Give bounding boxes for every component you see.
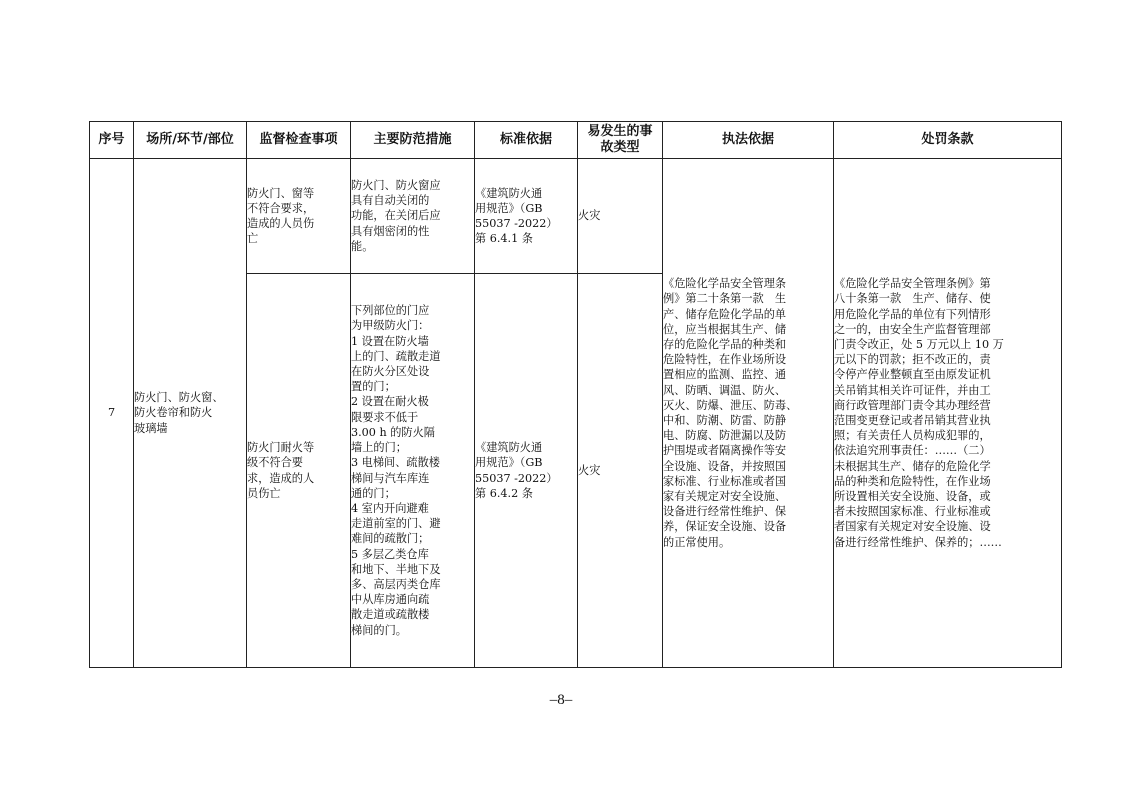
cell-accident: 火灾 [578, 159, 663, 274]
header-seq: 序号 [90, 122, 134, 159]
table-row [90, 159, 1062, 274]
cell-standard: 《建筑防火通 用规范》（GB 55037 -2022） 第 6.4.1 条 [475, 159, 578, 274]
cell-item: 防火门耐火等 级不符合要 求，造成的人 员伤亡 [247, 274, 351, 668]
cell-measure: 下列部位的门应 为甲级防火门： 1 设置在防火墙 上的门、疏散走道 在防火分区处设 置的门； 2 设置在耐火极 限要求不低于 3.00 h 的防火隔 墙上的门； 3 电梯间、疏散楼 梯间与汽车库连 通的门； 4 室内开向避难 走道前室的门、避 难间的疏散门； 5 多层乙类仓库 和地下、半地下及 多、高层丙类仓库 中从库房通向疏 散走道或疏散楼 梯间的门。 [351, 274, 475, 668]
page-number: –8– [549, 692, 573, 708]
cell-standard: 《建筑防火通 用规范》（GB 55037 -2022） 第 6.4.2 条 [475, 274, 578, 668]
header-item: 监督检查事项 [247, 122, 351, 159]
header-law: 执法依据 [663, 122, 834, 159]
header-place: 场所/环节/部位 [134, 122, 247, 159]
cell-measure: 防火门、防火窗应 具有自动关闭的 功能，在关闭后应 具有烟密闭的性 能。 [351, 159, 475, 274]
header-accident: 易发生的事故类型 [578, 122, 663, 159]
cell-penalty: 《危险化学品安全管理条例》第 八十条第一款 生产、储存、使 用危险化学品的单位有下列情形 之一的，由安全生产监督管理部 门责令改正，处 5 万元以上 10 万 元以下的罚款；拒不改正的，责 令停产停业整顿直至由原发证机 关吊销其相关许可证件，并由工 商行政管理部门责令其办理经营 范围变更登记或者吊销其营业执 照；有关责任人员构成犯罪的， 依法追究刑事责任：……（二） 未根据其生产、储存的危险化学 品的种类和危险特性，在作业场 所设置相关安全设施、设备，或 者未按照国家标准、行业标准或 者国家有关规定对安全设施、设 备进行经常性维护、保养的；…… [834, 159, 1062, 668]
header-row [90, 122, 1062, 159]
cell-accident: 火灾 [578, 274, 663, 668]
header-measure: 主要防范措施 [351, 122, 475, 159]
header-standard: 标准依据 [475, 122, 578, 159]
cell-law: 《危险化学品安全管理条 例》第二十条第一款 生 产、储存危险化学品的单 位，应当根据其生产、储 存的危险化学品的种类和 危险特性，在作业场所设 置相应的监测、监控、通 风、防晒、调温、防火、 灭火、防爆、泄压、防毒、 中和、防潮、防雷、防静 电、防腐、防泄漏以及防 护围堤或者隔离操作等安 全设施、设备，并按照国 家标准、行业标准或者国 家有关规定对安全设施、 设备进行经常性维护、保 养，保证安全设施、设备 的正常使用。 [663, 159, 834, 668]
cell-item: 防火门、窗等 不符合要求， 造成的人员伤 亡 [247, 159, 351, 274]
inspection-table [89, 121, 1062, 668]
cell-seq: 7 [90, 159, 134, 668]
header-penalty: 处罚条款 [834, 122, 1062, 159]
cell-place: 防火门、防火窗、 防火卷帘和防火 玻璃墙 [134, 159, 247, 668]
